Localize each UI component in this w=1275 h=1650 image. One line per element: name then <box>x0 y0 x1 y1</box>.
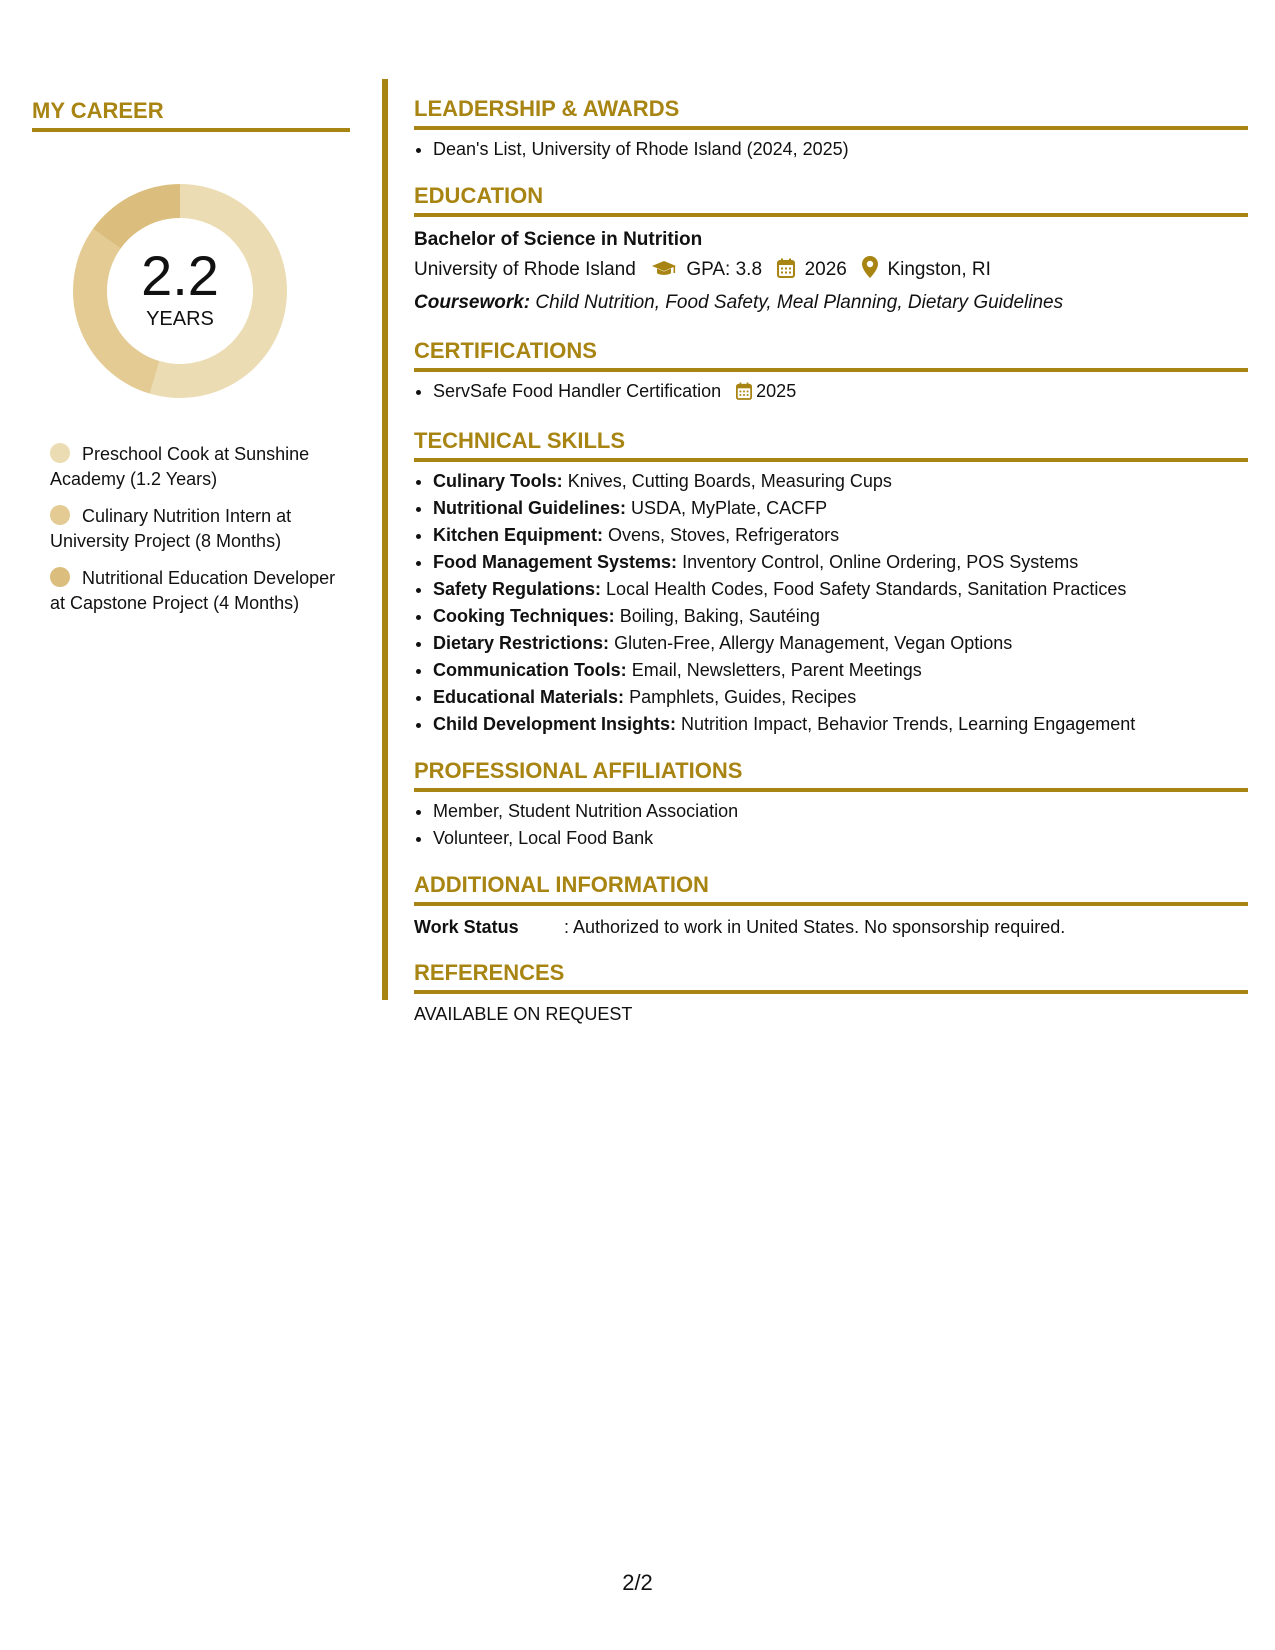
legend-dot <box>50 567 70 587</box>
affiliations-list <box>414 798 1248 852</box>
page-number: 2/2 <box>622 1570 653 1595</box>
list-item <box>433 684 1248 711</box>
list-item <box>433 468 1248 495</box>
legend-item <box>50 504 350 554</box>
skill-label: Dietary Restrictions: <box>433 633 610 653</box>
work-status-value: : Authorized to work in United States. No sponsorship required. <box>564 917 1066 937</box>
education-year: 2026 <box>804 259 847 280</box>
education-school: University of Rhode Island <box>414 259 636 280</box>
leadership-list <box>414 136 1248 163</box>
skill-label: Kitchen Equipment: <box>433 525 603 545</box>
graduation-cap-icon <box>651 258 677 288</box>
column-divider <box>382 79 388 1000</box>
skill-label: Communication Tools: <box>433 660 627 680</box>
skill-value: USDA, MyPlate, CACFP <box>631 498 828 518</box>
career-title: MY CAREER <box>32 98 350 132</box>
education-location: Kingston, RI <box>887 259 991 280</box>
donut-center <box>65 176 295 406</box>
main-column <box>414 96 1248 1025</box>
skill-label: Cooking Techniques: <box>433 606 615 626</box>
list-item <box>433 378 1248 408</box>
legend-dot <box>50 443 70 463</box>
work-status-row <box>414 914 1248 940</box>
location-pin-icon <box>862 256 878 288</box>
legend-item <box>50 566 350 616</box>
list-item <box>433 603 1248 630</box>
career-legend <box>50 442 350 616</box>
certifications-list <box>414 378 1248 408</box>
legend-label: Nutritional Education Developer at Capstone Project (4 Months) <box>50 568 336 613</box>
leadership-title: LEADERSHIP & AWARDS <box>414 96 1248 130</box>
skill-value: Boiling, Baking, Sautéing <box>619 606 820 626</box>
skill-label: Nutritional Guidelines: <box>433 498 627 518</box>
list-item <box>433 549 1248 576</box>
certification-year: 2025 <box>756 381 797 401</box>
skill-value: Gluten-Free, Allergy Management, Vegan Options <box>614 633 1013 653</box>
education-degree: Bachelor of Science in Nutrition <box>414 229 703 250</box>
references-text: AVAILABLE ON REQUEST <box>414 1004 633 1024</box>
legend-label: Culinary Nutrition Intern at University Project (8 Months) <box>50 506 292 551</box>
skill-value: Local Health Codes, Food Safety Standards, Sanitation Practices <box>606 579 1127 599</box>
education-gpa: GPA: 3.8 <box>686 259 763 280</box>
additional-info-title: ADDITIONAL INFORMATION <box>414 872 1248 906</box>
coursework-value: Child Nutrition, Food Safety, Meal Planning, Dietary Guidelines <box>535 292 1064 313</box>
skill-value: Email, Newsletters, Parent Meetings <box>631 660 922 680</box>
skills-list <box>414 468 1248 738</box>
skill-value: Nutrition Impact, Behavior Trends, Learning Engagement <box>681 714 1136 734</box>
list-item <box>433 495 1248 522</box>
skill-label: Food Management Systems: <box>433 552 678 572</box>
legend-item <box>50 442 350 492</box>
list-item: • Dean's List, University of Rhode Island (2024, 2025) <box>433 136 1248 163</box>
skill-value: Inventory Control, Online Ordering, POS Systems <box>682 552 1079 572</box>
skill-value: Knives, Cutting Boards, Measuring Cups <box>567 471 892 491</box>
career-donut-chart <box>65 176 295 406</box>
list-item <box>433 576 1248 603</box>
skill-value: Ovens, Stoves, Refrigerators <box>608 525 840 545</box>
skills-title: TECHNICAL SKILLS <box>414 428 1248 462</box>
affiliations-title: PROFESSIONAL AFFILIATIONS <box>414 758 1248 792</box>
career-column <box>32 98 350 628</box>
calendar-icon <box>777 258 795 288</box>
certification-name: ServSafe Food Handler Certification <box>433 381 722 401</box>
skill-label: Safety Regulations: <box>433 579 602 599</box>
certifications-title: CERTIFICATIONS <box>414 338 1248 372</box>
list-item <box>433 657 1248 684</box>
skill-label: Educational Materials: <box>433 687 625 707</box>
career-total-unit: YEARS <box>146 308 214 330</box>
work-status-label: Work Status <box>414 917 519 937</box>
education-coursework <box>414 288 1248 318</box>
list-item: • Member, Student Nutrition Association <box>433 798 1248 825</box>
legend-label: Preschool Cook at Sunshine Academy (1.2 Years) <box>50 444 310 489</box>
career-total-value: 2.2 <box>141 244 219 307</box>
references-title: REFERENCES <box>414 960 1248 994</box>
list-item <box>433 522 1248 549</box>
list-item <box>433 711 1248 738</box>
legend-dot <box>50 505 70 525</box>
skill-label: Culinary Tools: <box>433 471 563 491</box>
coursework-label: Coursework: <box>414 292 531 313</box>
calendar-icon <box>736 381 752 408</box>
list-item <box>433 630 1248 657</box>
skill-label: Child Development Insights: <box>433 714 677 734</box>
list-item: • Volunteer, Local Food Bank <box>433 825 1248 852</box>
skill-value: Pamphlets, Guides, Recipes <box>629 687 857 707</box>
education-details <box>414 255 1248 288</box>
education-title: EDUCATION <box>414 183 1248 217</box>
